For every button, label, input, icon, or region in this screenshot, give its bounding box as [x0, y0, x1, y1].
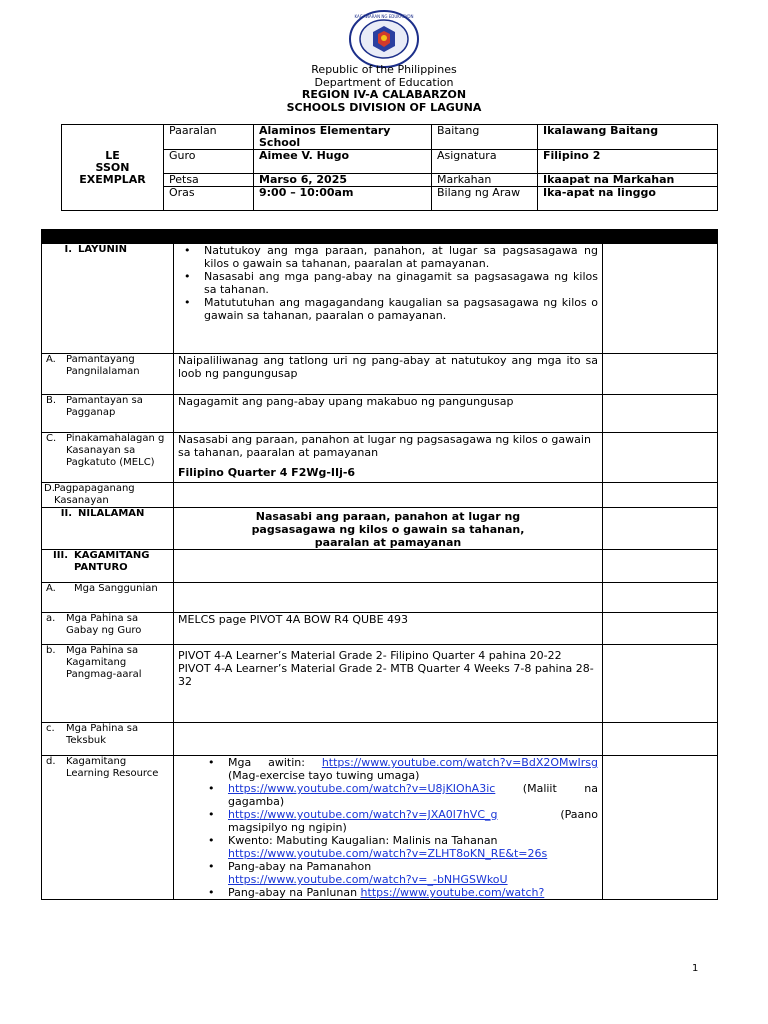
sanggunian-label: Mga Sanggunian [74, 583, 158, 594]
row-sanggunian: A. Mga Sanggunian [42, 583, 718, 613]
markahan-value: Ikaapat na Markahan [538, 174, 718, 187]
row-kagamitang-panturo: III. KAGAMITANG PANTURO [42, 550, 718, 583]
header-division: SCHOOLS DIVISION OF LAGUNA [286, 101, 482, 114]
kagamitang-panturo-label: KAGAMITANG PANTURO [74, 550, 150, 573]
layunin-label: LAYUNIN [78, 244, 127, 255]
markahan-label: Markahan [432, 174, 538, 187]
lesson-info-table [61, 124, 718, 211]
row-nilalaman: II. NILALAMAN Nasasabi ang paraan, panahon at lugar ng pagsasagawa ng kilos o gawain sa tahanan, paaralan at pamayanan [42, 508, 718, 550]
page-number: 1 [692, 963, 699, 974]
table-header-bar [42, 230, 718, 244]
seal-text: KAGAWARAN NG EDUKASYON [354, 14, 414, 19]
resource-link-6[interactable]: https://www.youtube.com/watch? [360, 886, 545, 899]
list-item: • Nasasabi ang mga pang-abay na ginagamit sa pagsasagawa ng kilos sa tahanan. [178, 270, 598, 296]
pagpapaganang-label: Pagpapaganang Kasanayan [54, 483, 135, 506]
nilalaman-text: Nasasabi ang paraan, panahon at lugar ng pagsasagawa ng kilos o gawain sa tahanan, paaralan at pamayanan [174, 508, 603, 550]
paaralan-value: Alaminos Elementary School [254, 125, 432, 150]
list-item: • Pang-abay na Pamanahon https://www.youtube.com/watch?v=_-bNHGSWkoU [178, 860, 598, 886]
guro-value: Aimee V. Hugo [254, 150, 432, 174]
bilang-label: Bilang ng Araw [432, 187, 538, 211]
header-republic: Republic of the Philippines [311, 63, 457, 76]
row-teksbuk: c. Mga Pahina sa Teksbuk [42, 723, 718, 756]
row-learning-resource: d. Kagamitang Learning Resource • Mga awitin: https://www.youtube.com/watch?v=BdX2OMwIrsg (Mag-exercise tayo tuwing umaga) • https://www.youtube.com/watch?v=U8jKIOhA3ic (Maliit na gagamba) • https://www.youtube.com/watch?v=JXA0l7hVC_g (Paano magsipilyo ng ngipin) • Kwento: Mabuting Kaugalian: Malinis na Tahanan https://www.youtube.com/watch?v=ZLHT8oKN_RE&t=26s • Pang-abay na Pamanahon https://www.youtube.com/watch?v=_-bNHGSWkoU • Pang-abay na Panlunan https://www.youtube.com/watch? [42, 756, 718, 900]
guro-label: Guro [164, 150, 254, 174]
list-item: • Pang-abay na Panlunan https://www.youtube.com/watch? [178, 886, 598, 899]
petsa-value: Marso 6, 2025 [254, 174, 432, 187]
row-pagpapaganang: D. Pagpapaganang Kasanayan [42, 483, 718, 508]
list-item: • https://www.youtube.com/watch?v=U8jKIOhA3ic (Maliit na gagamba) [178, 782, 598, 808]
resource-link-5[interactable]: https://www.youtube.com/watch?v=_-bNHGSWkoU [228, 873, 508, 886]
deped-seal [348, 10, 420, 68]
layunin-list [178, 244, 598, 322]
bilang-value: Ika-apat na linggo [538, 187, 718, 211]
resource-link-4[interactable]: https://www.youtube.com/watch?v=ZLHT8oKN_RE&t=26s [228, 847, 548, 860]
baitang-label: Baitang [432, 125, 538, 150]
lesson-exemplar-label: LE SSON EXEMPLAR [62, 125, 164, 211]
nilalaman-label: NILALAMAN [78, 508, 145, 519]
kagamitang-mag-aaral-label: Mga Pahina sa Kagamitang Pangmag-aaral [66, 645, 142, 680]
row-layunin [42, 244, 718, 354]
header-region: REGION IV-A CALABARZON [301, 88, 467, 101]
list-item: • Matututuhan ang magagandang kaugalian sa pagsasagawa ng kilos o gawain sa tahanan, paaralan o pamayanan. [178, 296, 598, 322]
gabay-guro-label: Mga Pahina sa Gabay ng Guro [66, 613, 142, 636]
list-item: • Natutukoy ang mga paraan, panahon, at lugar sa pagsasagawa ng kilos o gawain sa tahanan, paaralan at pamayanan. [178, 244, 598, 270]
oras-value: 9:00 – 10:00am [254, 187, 432, 211]
row-pamantayang-pangnilalaman: A. Pamantayang Pangnilalaman Naipaliliwanag ang tatlong uri ng pang-abay at natutukoy ang mga ito sa loob ng pangungusap [42, 354, 718, 395]
melc-code: Filipino Quarter 4 F2Wg-IIj-6 [178, 466, 356, 479]
asignatura-label: Asignatura [432, 150, 538, 174]
lesson-plan-table [41, 229, 718, 900]
asignatura-value: Filipino 2 [538, 150, 718, 174]
learning-resource-label: Kagamitang Learning Resource [66, 756, 159, 779]
petsa-label: Petsa [164, 174, 254, 187]
oras-label: Oras [164, 187, 254, 211]
resource-link-1[interactable]: https://www.youtube.com/watch?v=BdX2OMwIrsg [321, 756, 598, 769]
list-item: • https://www.youtube.com/watch?v=JXA0l7hVC_g (Paano magsipilyo ng ngipin) [178, 808, 598, 834]
resource-list [178, 756, 598, 899]
melc-label: Pinakamahalagan g Kasanayan sa Pagkatuto (MELC) [66, 433, 165, 468]
header-department: Department of Education [314, 76, 454, 89]
gabay-guro-text: MELCS page PIVOT 4A BOW R4 QUBE 493 [174, 613, 603, 645]
row-melc: C. Pinakamahalagan g Kasanayan sa Pagkatuto (MELC) Nasasabi ang paraan, panahon at lugar ng pagsasagawa ng kilos o gawain sa tahanan, paaralan at pamayanan Filipino Quarter 4 F2Wg-IIj-6 [42, 433, 718, 483]
row-kagamitang-mag-aaral: b. Mga Pahina sa Kagamitang Pangmag-aaral PIVOT 4-A Learner’s Material Grade 2- Filipino Quarter 4 pahina 20-22 PIVOT 4-A Learner’s Material Grade 2- MTB Quarter 4 Weeks 7-8 pahina 28-32 [42, 645, 718, 723]
pamantayang-pangnilalaman-text: Naipaliliwanag ang tatlong uri ng pang-abay at natutukoy ang mga ito sa loob ng pangungusap [174, 354, 603, 395]
layunin-num: I. [64, 244, 72, 255]
resource-link-3[interactable]: https://www.youtube.com/watch?v=JXA0l7hVC_g [228, 808, 498, 821]
list-item: • Mga awitin: https://www.youtube.com/watch?v=BdX2OMwIrsg (Mag-exercise tayo tuwing umaga) [178, 756, 598, 782]
paaralan-label: Paaralan [164, 125, 254, 150]
kagamitang-mag-aaral-text-2: PIVOT 4-A Learner’s Material Grade 2- MTB Quarter 4 Weeks 7-8 pahina 28-32 [178, 662, 594, 688]
teksbuk-label: Mga Pahina sa Teksbuk [66, 723, 139, 746]
pamantayan-pagganap-text: Nagagamit ang pang-abay upang makabuo ng pangungusap [174, 395, 603, 433]
row-pamantayan-pagganap: B. Pamantayan sa Pagganap Nagagamit ang pang-abay upang makabuo ng pangungusap [42, 395, 718, 433]
kagamitang-mag-aaral-text-1: PIVOT 4-A Learner’s Material Grade 2- Filipino Quarter 4 pahina 20-22 [178, 649, 562, 662]
baitang-value: Ikalawang Baitang [538, 125, 718, 150]
list-item: • Kwento: Mabuting Kaugalian: Malinis na Tahanan https://www.youtube.com/watch?v=ZLHT8oKN_RE&t=26s [178, 834, 598, 860]
pamantayan-pagganap-label: Pamantayan sa Pagganap [66, 395, 143, 418]
resource-link-2[interactable]: https://www.youtube.com/watch?v=U8jKIOhA3ic [228, 782, 496, 795]
melc-text: Nasasabi ang paraan, panahon at lugar ng pagsasagawa ng kilos o gawain sa tahanan, paaralan at pamayanan [178, 433, 591, 459]
pamantayang-pangnilalaman-label: Pamantayang Pangnilalaman [66, 354, 140, 377]
row-gabay-guro: a. Mga Pahina sa Gabay ng Guro MELCS page PIVOT 4A BOW R4 QUBE 493 [42, 613, 718, 645]
